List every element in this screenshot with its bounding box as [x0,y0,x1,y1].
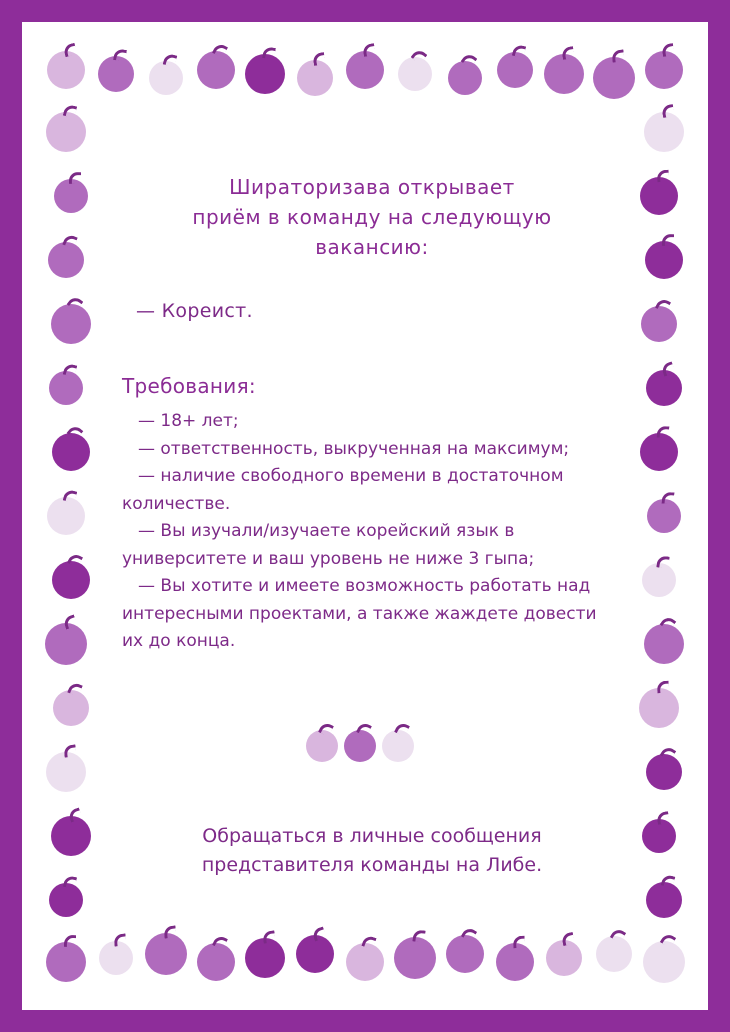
plum-fruit-icon [197,51,235,89]
plum-fruit-icon [593,57,635,99]
plum-fruit-icon [297,60,333,96]
plum-fruit-icon [496,943,534,981]
plum-fruit-icon [45,623,87,665]
plum-fruit-icon [640,177,678,215]
plum-fruit-icon [448,61,482,95]
plum-fruit-icon [642,563,676,597]
poster-card [22,22,708,1010]
plum-fruit-icon [398,57,432,91]
plum-fruit-icon [245,54,285,94]
plum-fruit-icon [382,730,414,762]
plum-fruit-icon [47,497,85,535]
plum-fruit-icon [647,499,681,533]
plum-fruit-icon [346,943,384,981]
plum-divider-decoration [22,712,708,772]
requirement-item: — 18+ лет; [138,411,239,431]
plum-fruit-icon [596,936,632,972]
requirements-title: Требования: [122,374,256,398]
headline-line-1: Шираторизава открывает [229,175,515,199]
plum-fruit-icon [645,241,683,279]
plum-fruit-icon [644,624,684,664]
plum-fruit-icon [49,371,83,405]
plum-fruit-icon [48,242,84,278]
plum-fruit-icon [47,51,85,89]
poster-headline [122,172,622,262]
plum-fruit-icon [98,56,134,92]
plum-fruit-icon [644,112,684,152]
plum-fruit-icon [546,940,582,976]
plum-fruit-icon [149,61,183,95]
plum-fruit-icon [296,935,334,973]
vacancy-item: — Кореист. [136,300,253,322]
plum-fruit-icon [394,937,436,979]
plum-fruit-icon [346,51,384,89]
plum-fruit-icon [344,730,376,762]
requirement-item: — ответственность, выкрученная на максимум; [138,438,570,459]
headline-line-2: приём в команду на следующую [192,205,552,229]
plum-fruit-icon [52,433,90,471]
requirements-list [122,408,622,656]
plum-fruit-icon [646,882,682,918]
requirement-item: — Вы хотите и имеете возможность работать над интересными проектами, а также жаждете довести их до конца. [122,576,597,652]
footer-line-1: Обращаться в личные сообщения [202,825,542,847]
plum-fruit-icon [46,112,86,152]
requirement-item: — Вы изучали/изучаете корейский язык в университете и ваш уровень не ниже 3 гыпа; [122,521,535,569]
plum-fruit-icon [497,52,533,88]
plum-fruit-icon [645,51,683,89]
plum-fruit-icon [99,941,133,975]
plum-fruit-icon [52,561,90,599]
plum-fruit-icon [643,941,685,983]
plum-fruit-icon [51,816,91,856]
plum-fruit-icon [145,933,187,975]
plum-fruit-icon [640,433,678,471]
plum-fruit-icon [46,942,86,982]
plum-fruit-icon [306,730,338,762]
plum-fruit-icon [51,304,91,344]
plum-fruit-icon [49,883,83,917]
footer-line-2: представителя команды на Либе. [201,854,543,877]
headline-line-3: вакансию: [315,235,429,259]
poster-footer [122,822,622,881]
plum-fruit-icon [641,306,677,342]
plum-fruit-icon [54,179,88,213]
plum-fruit-icon [646,370,682,406]
poster-content [122,172,622,656]
plum-fruit-icon [642,819,676,853]
requirement-item: — наличие свободного времени в достаточном количестве. [122,466,564,514]
plum-fruit-icon [544,54,584,94]
plum-fruit-icon [197,943,235,981]
plum-fruit-icon [245,938,285,978]
plum-fruit-icon [446,935,484,973]
